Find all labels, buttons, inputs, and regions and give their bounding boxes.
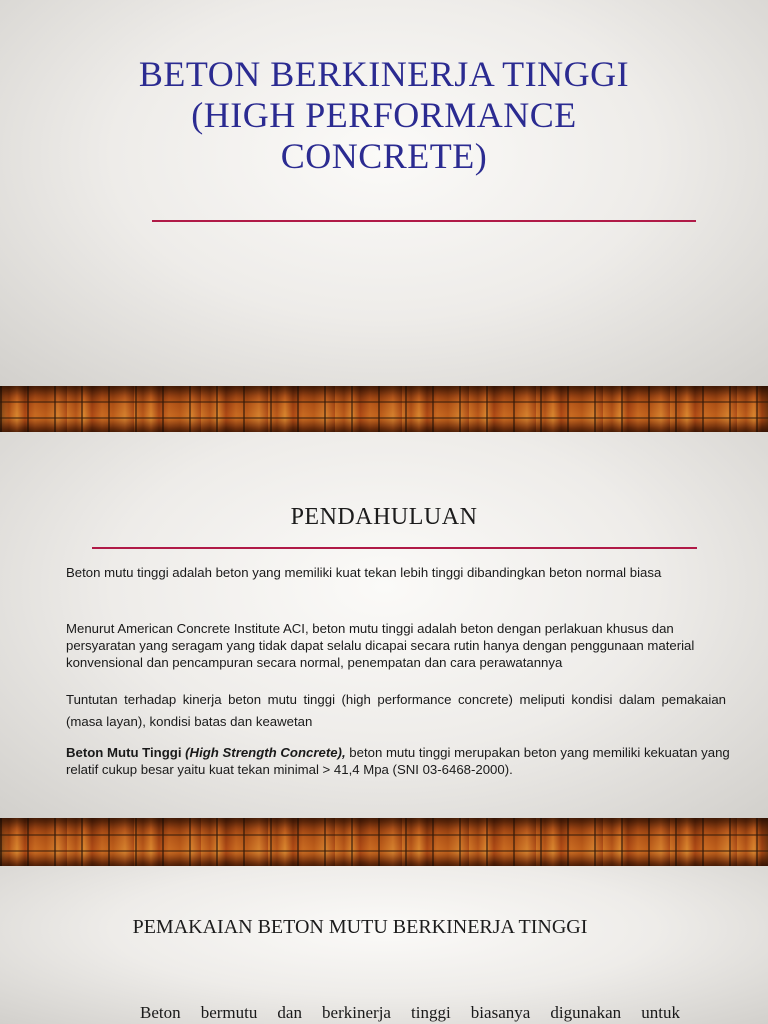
- slide-title-heading: BETON BERKINERJA TINGGI (HIGH PERFORMANCE CONCRETE): [138, 54, 630, 176]
- intro-paragraph-4: [66, 744, 732, 778]
- introduction-divider: [92, 547, 697, 549]
- wood-floor-divider: [0, 818, 768, 866]
- high-strength-term: Beton Mutu Tinggi: [66, 745, 186, 760]
- floor-seam: [0, 401, 768, 403]
- slide-title: [0, 0, 768, 386]
- title-divider: [152, 220, 696, 222]
- intro-paragraph-2: Menurut American Concrete Institute ACI, beton mutu tinggi adalah beton dengan perlakuan khusus dan persyaratan yang seragam yang tidak dapat selalu dicapai secara rutin hanya dengan penggunaan material konvensional dan pencampuran secara normal, penempatan dan cara perawatannya: [66, 621, 695, 670]
- high-strength-term-english: (High Strength Concrete),: [185, 745, 346, 760]
- high-strength-definition: beton mutu tinggi merupakan beton yang memiliki kekuatan yang relatif cukup besar yaitu kuat tekan minimal > 41,4 Mpa (SNI 03-6468-2000).: [66, 745, 730, 777]
- slide-usage: [0, 866, 768, 1024]
- usage-paragraph: Beton bermutu dan berkinerja tinggi biasanya digunakan untuk: [140, 1003, 680, 1022]
- floor-seam: [0, 850, 768, 852]
- floor-seam: [0, 417, 768, 419]
- floor-seam: [0, 834, 768, 836]
- intro-paragraph-3: Tuntutan terhadap kinerja beton mutu tinggi (high performance concrete) meliputi kondisi dalam pemakaian (masa layan), kondisi batas dan keawetan: [66, 692, 726, 729]
- intro-paragraph-1: Beton mutu tinggi adalah beton yang memiliki kuat tekan lebih tinggi dibandingkan beton normal biasa: [66, 565, 662, 580]
- introduction-heading: PENDAHULUAN: [290, 504, 478, 530]
- wood-floor-divider: [0, 386, 768, 432]
- usage-heading: PEMAKAIAN BETON MUTU BERKINERJA TINGGI: [132, 916, 588, 938]
- slide-introduction: [0, 432, 768, 818]
